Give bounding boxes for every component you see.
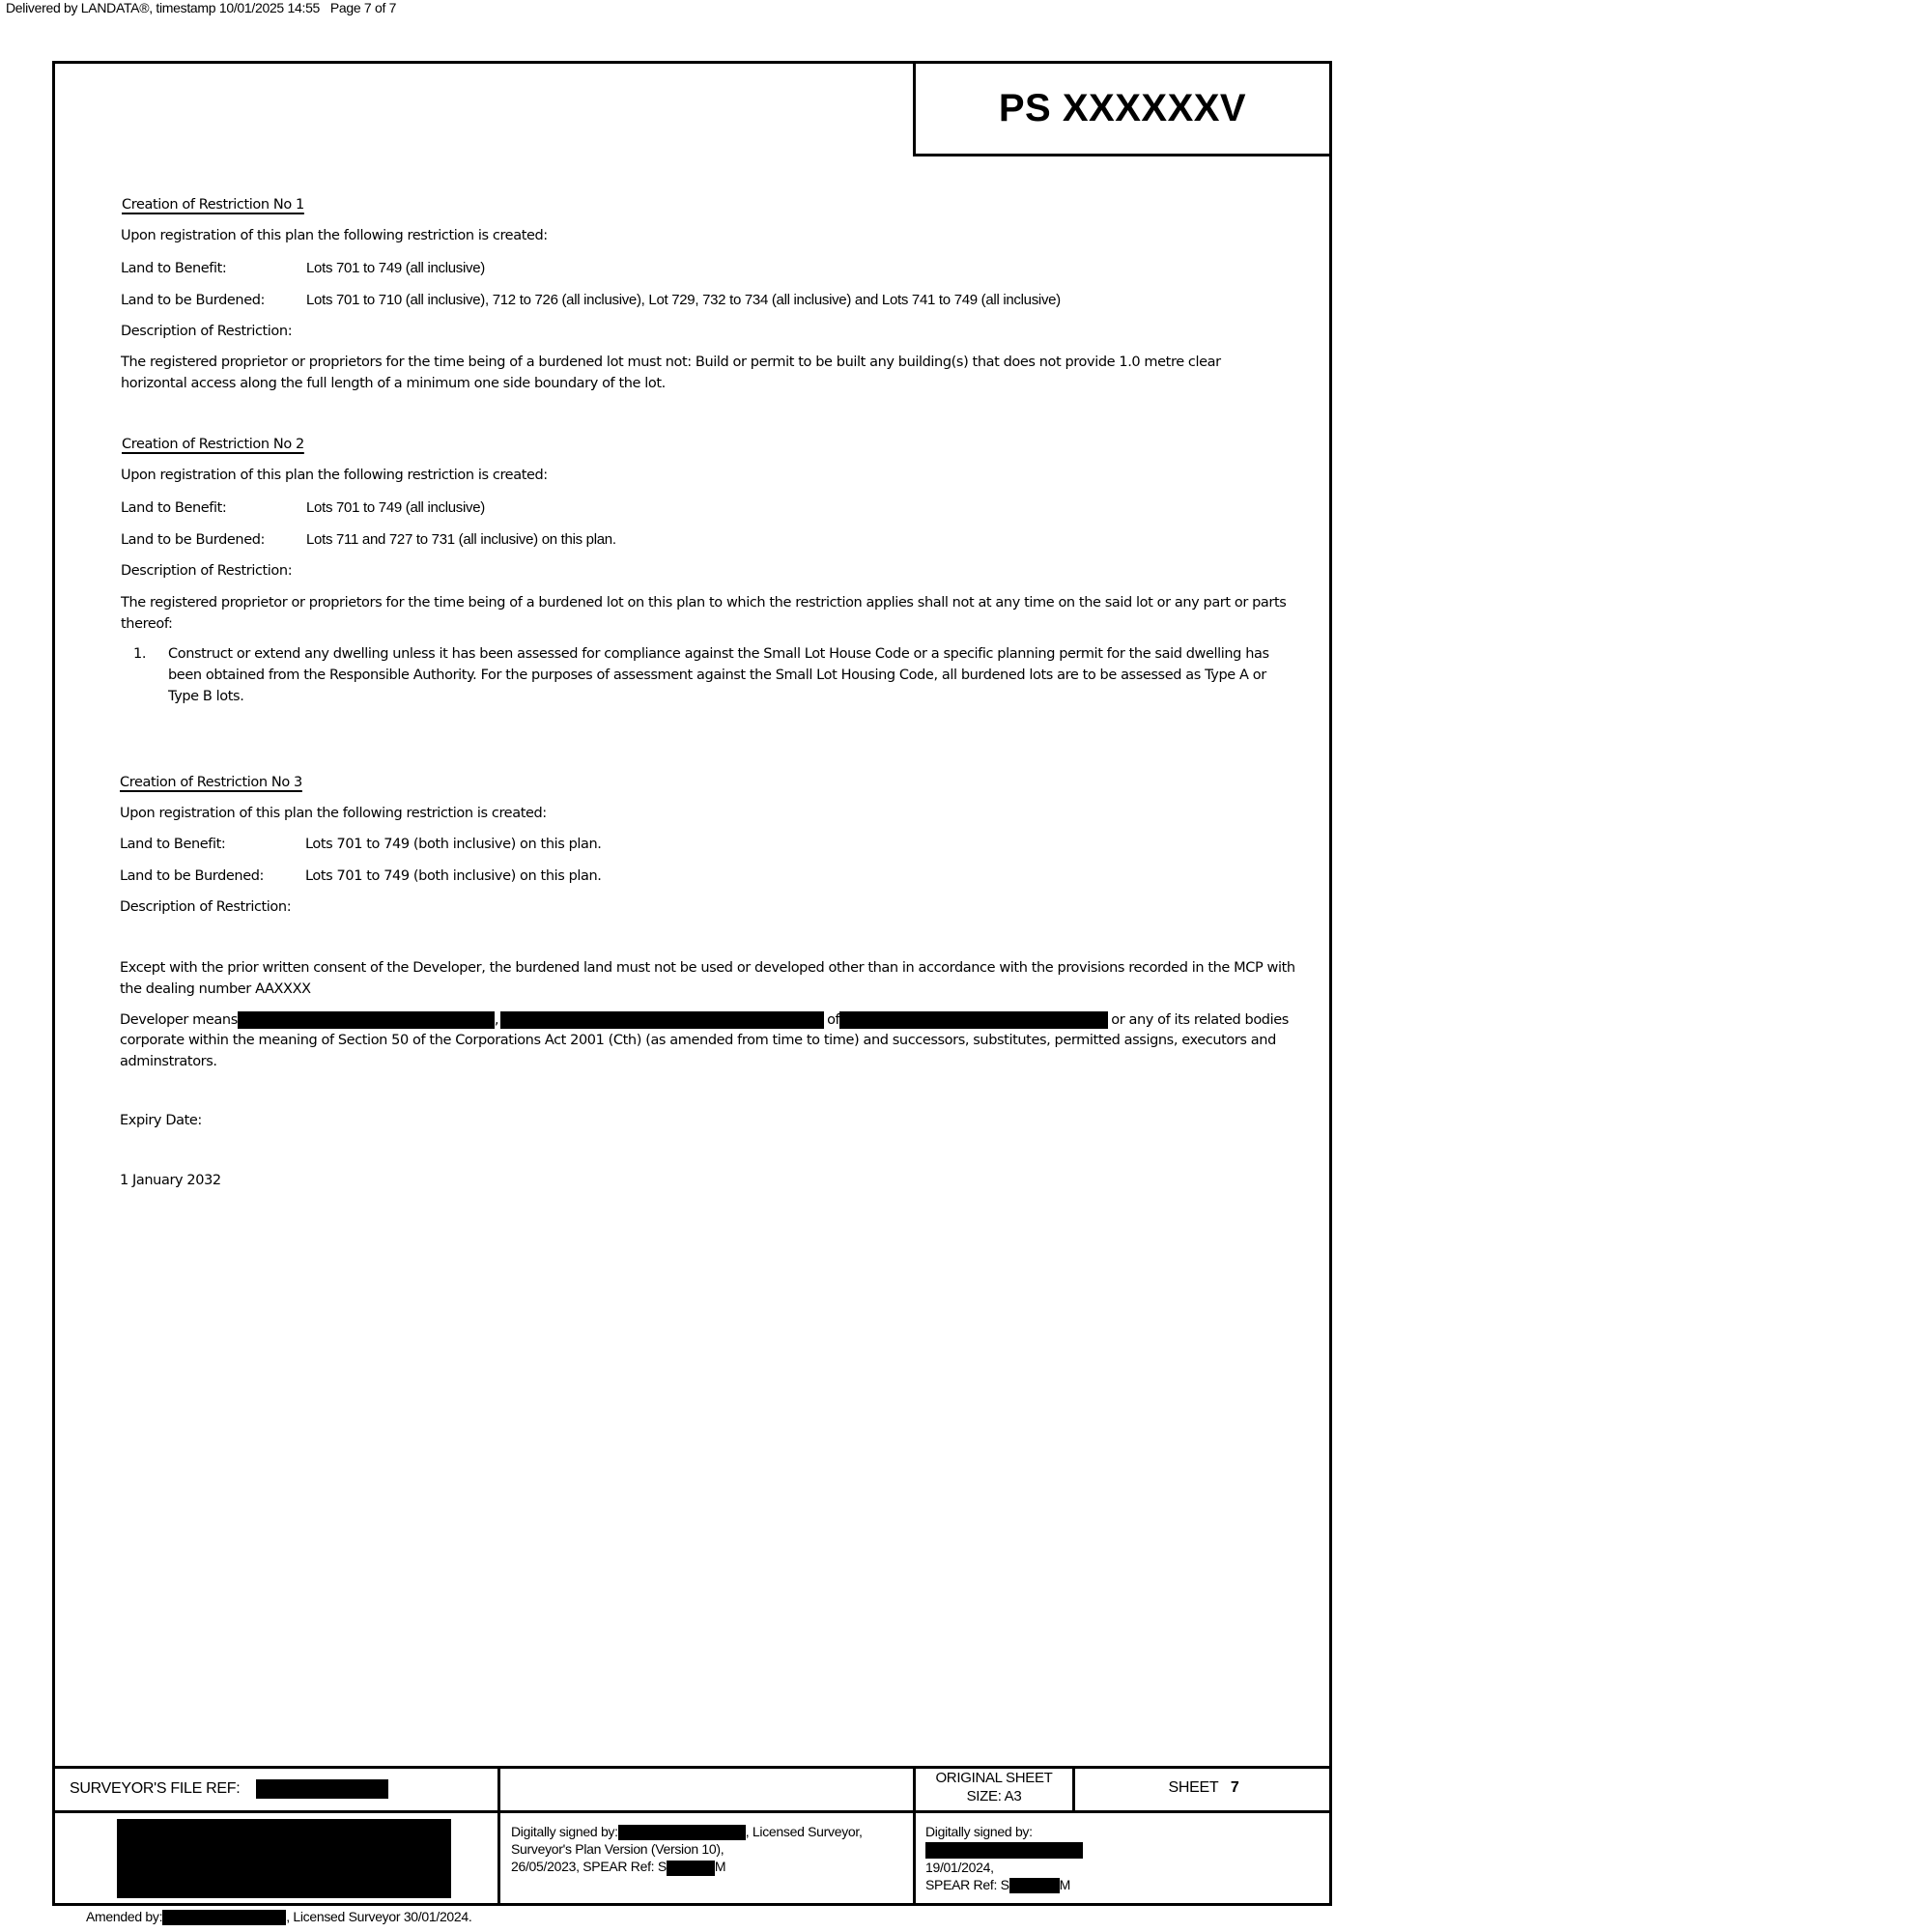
footer-divider-1 — [497, 1766, 500, 1906]
restriction-3-intro: Upon registration of this plan the following restriction is created: — [120, 806, 547, 821]
amended-suffix: , Licensed Surveyor 30/01/2024. — [286, 1909, 472, 1924]
council-signature — [925, 1823, 1083, 1893]
restriction-1-intro: Upon registration of this plan the following restriction is created: — [121, 228, 548, 243]
redacted-council-name — [925, 1842, 1083, 1859]
original-sheet-line2: SIZE: A3 — [966, 1788, 1022, 1804]
original-sheet-line1: ORIGINAL SHEET — [935, 1770, 1053, 1786]
developer-comma: , — [494, 1012, 499, 1028]
benefit-label: Land to Benefit: — [121, 261, 227, 276]
restriction-3-benefit — [120, 837, 602, 852]
restriction-2-description: The registered proprietor or proprietors for the time being of a burdened lot on this plan to which the restriction applies shall not at any time on the said lot or any part or parts thereof: — [121, 595, 1287, 632]
burdened-label: Land to be Burdened: — [120, 868, 265, 884]
sheet-number-cell — [1075, 1779, 1332, 1797]
redacted-spear-ref-2 — [1009, 1878, 1060, 1893]
redacted-spear-ref-1 — [667, 1861, 715, 1876]
developer-prefix: Developer means — [120, 1012, 238, 1028]
sig2-spear-prefix: SPEAR Ref: S — [925, 1876, 1009, 1892]
redacted-amender-name — [162, 1910, 286, 1925]
sheet-label: SHEET — [1168, 1779, 1219, 1796]
redacted-signature-block — [117, 1819, 451, 1898]
delivery-header: Delivered by LANDATA®, timestamp 10/01/2025 14:55 Page 7 of 7 — [6, 0, 397, 15]
restriction-3-heading: Creation of Restriction No 3 — [120, 775, 302, 790]
redacted-developer-abn — [500, 1011, 824, 1029]
sig2-date: 19/01/2024, — [925, 1859, 994, 1875]
developer-definition-rest: corporate within the meaning of Section 50 of the Corporations Act 2001 (Cth) (as amended from time to time) and successors, substitutes, permitted assigns, executors and adminstrators. — [120, 1033, 1276, 1069]
surveyor-signature — [511, 1823, 863, 1876]
benefit-value: Lots 701 to 749 (all inclusive) — [306, 499, 485, 516]
restriction-3-burdened — [120, 868, 602, 884]
redacted-file-ref — [256, 1779, 388, 1799]
restriction-2-intro: Upon registration of this plan the following restriction is created: — [121, 468, 548, 483]
burdened-value: Lots 701 to 749 (both inclusive) on this plan. — [305, 868, 602, 884]
restriction-2-list-number: 1. — [133, 646, 147, 662]
developer-of: of — [827, 1012, 840, 1028]
burdened-value: Lots 701 to 710 (all inclusive), 712 to 726 (all inclusive), Lot 729, 732 to 734 (all inclusive) and Lots 741 to 749 (all inclusive) — [306, 292, 1061, 308]
restriction-3-description: Except with the prior written consent of the Developer, the burdened land must not be used or developed other than in accordance with the provisions recorded in the MCP with the dealing number AAXXXX — [120, 960, 1295, 997]
benefit-label: Land to Benefit: — [120, 837, 226, 852]
restriction-3-description-label: Description of Restriction: — [120, 899, 292, 915]
sig1-suffix: , Licensed Surveyor, — [745, 1824, 863, 1839]
file-ref-label: SURVEYOR'S FILE REF: — [70, 1780, 241, 1798]
restriction-2-burdened — [121, 531, 616, 548]
redacted-developer-name — [238, 1011, 495, 1029]
sig2-spear-suffix: M — [1059, 1876, 1071, 1892]
amended-prefix: Amended by: — [86, 1909, 163, 1924]
restriction-1-description: The registered proprietor or proprietors for the time being of a burdened lot must not: Build or permit to be built any building(s) that does not provide 1.0 metre clear horizontal access along the full length of a minimum one side boundary of the lot. — [121, 355, 1221, 391]
restriction-1-description-label: Description of Restriction: — [121, 324, 293, 339]
restriction-2-description-label: Description of Restriction: — [121, 563, 293, 579]
sig1-prefix: Digitally signed by: — [511, 1824, 618, 1839]
restriction-1-heading: Creation of Restriction No 1 — [122, 197, 304, 213]
redacted-surveyor-name — [618, 1825, 746, 1840]
burdened-label: Land to be Burdened: — [121, 532, 266, 548]
restriction-2-list-item: Construct or extend any dwelling unless it has been assessed for compliance against the Small Lot House Code or a specific planning permit for the said dwelling has been obtained from the Responsible Authority. For the purposes of assessment against the Small Lot Housing Code, all burdened lots are to be assessed as Type A or Type B lots. — [168, 646, 1269, 704]
redacted-developer-address — [839, 1011, 1108, 1029]
developer-definition-line1 — [120, 1011, 1289, 1029]
restriction-2-heading: Creation of Restriction No 2 — [122, 437, 304, 452]
burdened-value: Lots 711 and 727 to 731 (all inclusive) on this plan. — [306, 531, 616, 548]
sig1-spear-suffix: M — [714, 1859, 726, 1875]
sig1-spear-prefix: 26/05/2023, SPEAR Ref: S — [511, 1859, 667, 1875]
benefit-label: Land to Benefit: — [121, 500, 227, 516]
benefit-value: Lots 701 to 749 (all inclusive) — [306, 260, 485, 276]
footer-mid-border — [52, 1810, 1332, 1813]
restriction-1-burdened — [121, 292, 1061, 308]
restriction-2-benefit — [121, 499, 485, 516]
amendment-note — [86, 1909, 471, 1925]
expiry-value: 1 January 2032 — [120, 1173, 221, 1188]
benefit-value: Lots 701 to 749 (both inclusive) on this plan. — [305, 837, 602, 852]
footer-top-border — [52, 1766, 1332, 1769]
sig2-label: Digitally signed by: — [925, 1824, 1033, 1839]
plan-number: PS XXXXXXV — [998, 87, 1247, 129]
sheet-number: 7 — [1230, 1779, 1239, 1796]
restriction-1-benefit — [121, 260, 485, 276]
developer-suffix: or any of its related bodies — [1111, 1012, 1289, 1028]
surveyors-file-ref — [70, 1779, 388, 1799]
sig1-version: Surveyor's Plan Version (Version 10), — [511, 1841, 724, 1858]
plan-number-box — [913, 61, 1332, 156]
expiry-label: Expiry Date: — [120, 1113, 202, 1128]
burdened-label: Land to be Burdened: — [121, 293, 266, 308]
original-sheet-size — [916, 1769, 1072, 1805]
